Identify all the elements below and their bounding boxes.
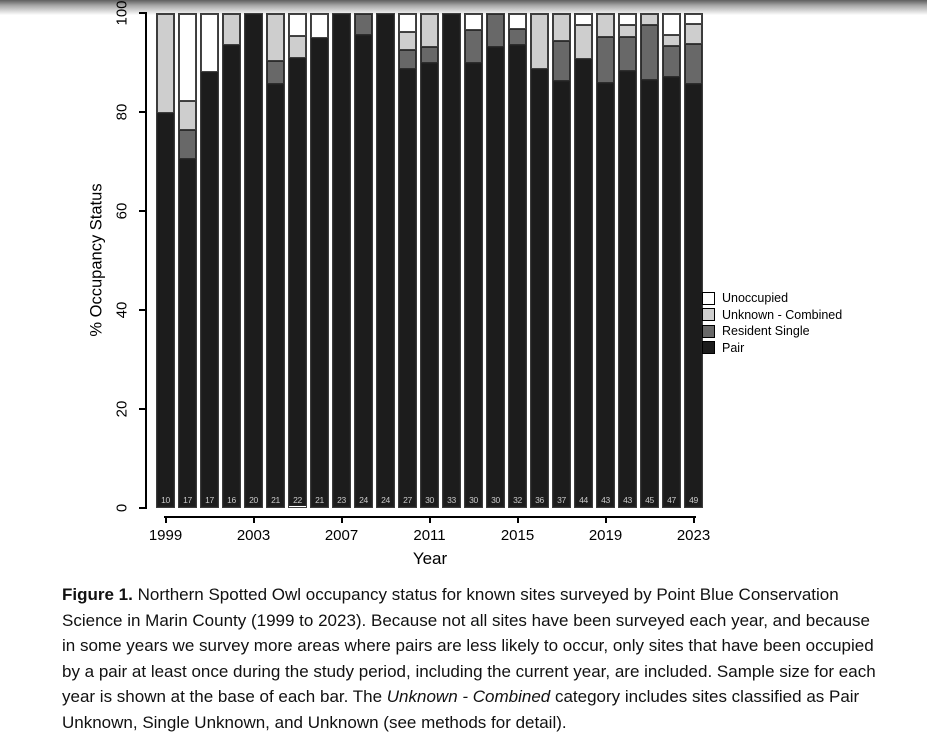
bar-segment-unknown-combined — [663, 35, 680, 45]
y-tick-label: 80 — [113, 103, 131, 121]
bar-segment-unoccupied — [685, 14, 702, 24]
legend-item-unoccupied — [702, 290, 842, 307]
legend-swatch-resident-single — [702, 325, 715, 338]
bar-segment-unknown-combined — [179, 101, 196, 130]
legend-label: Unoccupied — [722, 291, 789, 306]
sample-size-label: 23 — [337, 495, 346, 505]
bar-segment-unknown-combined — [157, 14, 174, 113]
legend-item-resident-single — [702, 323, 842, 340]
y-tick-label: 60 — [113, 202, 131, 220]
bar-2014 — [486, 13, 505, 508]
y-tick-label: 40 — [113, 301, 131, 319]
y-tick — [139, 111, 146, 113]
sample-size-label: 21 — [315, 495, 324, 505]
x-tick-label: 2019 — [588, 527, 623, 544]
bar-segment-pair — [487, 47, 504, 507]
bar-segment-unknown-combined — [553, 14, 570, 41]
bar-segment-unoccupied — [465, 14, 482, 30]
bar-segment-resident-single — [685, 44, 702, 84]
y-tick-label: 0 — [113, 503, 131, 513]
bar-segment-unknown-combined — [289, 36, 306, 58]
sample-size-label: 24 — [381, 495, 390, 505]
bar-2013 — [464, 13, 483, 508]
sample-size-label: 21 — [271, 495, 280, 505]
y-tick — [139, 210, 146, 212]
bar-2020 — [618, 13, 637, 508]
bar-2018 — [574, 13, 593, 508]
x-tick-label: 2015 — [500, 527, 535, 544]
bar-segment-resident-single — [597, 37, 614, 83]
bar-segment-pair — [179, 159, 196, 507]
bar-segment-unoccupied — [311, 14, 328, 38]
x-tick-label: 2011 — [413, 527, 446, 544]
legend-swatch-pair — [702, 341, 715, 354]
bar-segment-unoccupied — [289, 14, 306, 36]
bar-segment-pair — [157, 113, 174, 507]
bar-1999 — [156, 13, 175, 508]
bar-segment-unknown-combined — [267, 14, 284, 61]
bar-segment-resident-single — [641, 25, 658, 80]
bar-segment-pair — [201, 72, 218, 507]
x-tick — [693, 516, 695, 523]
bar-2016 — [530, 13, 549, 508]
sample-size-label: 30 — [469, 495, 478, 505]
sample-size-label: 36 — [535, 495, 544, 505]
bar-2003 — [244, 13, 263, 508]
sample-size-label: 24 — [359, 495, 368, 505]
sample-size-label: 30 — [425, 495, 434, 505]
sample-size-label: 43 — [623, 495, 632, 505]
sample-size-label: 20 — [249, 495, 258, 505]
y-tick — [139, 309, 146, 311]
bar-segment-unknown-combined — [685, 24, 702, 44]
bar-segment-unoccupied — [509, 14, 526, 29]
legend — [702, 290, 842, 356]
bar-segment-unknown-combined — [421, 14, 438, 47]
legend-item-pair — [702, 340, 842, 357]
bar-segment-pair — [421, 63, 438, 507]
x-tick — [429, 516, 431, 523]
bar-segment-resident-single — [619, 37, 636, 72]
bar-segment-unoccupied — [201, 14, 218, 72]
bar-segment-unoccupied — [399, 14, 416, 32]
y-tick-label: 20 — [113, 400, 131, 418]
sample-size-label: 47 — [667, 495, 676, 505]
caption-text-1: Northern Spotted Owl occupancy status for known sites surveyed by Point Blue Conservation Science in Marin County (1999 to 2023). Because not all sites have been surveyed each year, and because in some years we survey more areas where pairs are less likely to occur, only sites that have been occupied by a pair at least once during the study period, including the current year, are included. Sample size for each year is shown at the base of each bar. The — [62, 585, 876, 706]
bar-segment-resident-single — [465, 30, 482, 63]
bar-segment-resident-single — [399, 50, 416, 68]
caption-italic-term: Unknown - Combined — [386, 687, 551, 706]
x-tick-label: 2007 — [324, 527, 359, 544]
sample-size-label: 37 — [557, 495, 566, 505]
sample-size-label: 32 — [513, 495, 522, 505]
sample-size-label: 33 — [447, 495, 456, 505]
bar-2006 — [310, 13, 329, 508]
sample-size-label: 10 — [161, 495, 170, 505]
bar-segment-unoccupied — [575, 14, 592, 25]
bar-2004 — [266, 13, 285, 508]
bar-segment-pair — [245, 14, 262, 507]
legend-item-unknown-combined — [702, 307, 842, 324]
sample-size-label: 27 — [403, 495, 412, 505]
bar-2007 — [332, 13, 351, 508]
bar-segment-pair — [663, 77, 680, 507]
x-axis-title: Year — [412, 549, 448, 568]
bar-segment-pair — [465, 63, 482, 507]
x-tick — [341, 516, 343, 523]
bar-segment-pair — [267, 84, 284, 507]
sample-size-label: 22 — [293, 495, 302, 505]
bar-segment-pair — [575, 59, 592, 507]
bar-2002 — [222, 13, 241, 508]
bar-2023 — [684, 13, 703, 508]
legend-label: Unknown - Combined — [722, 307, 843, 322]
sample-size-label: 49 — [689, 495, 698, 505]
bar-segment-unoccupied — [179, 14, 196, 101]
bar-segment-resident-single — [421, 47, 438, 63]
sample-size-label: 17 — [205, 495, 214, 505]
y-tick-label: 100 — [113, 0, 131, 26]
sample-size-label: 30 — [491, 495, 500, 505]
caption-figure-label: Figure 1. — [62, 585, 133, 604]
y-tick — [139, 408, 146, 410]
stacked-bars — [156, 13, 703, 508]
bar-segment-unknown-combined — [531, 14, 548, 69]
bar-segment-pair — [597, 83, 614, 507]
x-tick-label: 2003 — [236, 527, 271, 544]
legend-swatch-unoccupied — [702, 292, 715, 305]
x-tick — [165, 516, 167, 523]
bar-segment-pair — [553, 81, 570, 507]
sample-size-label: 44 — [579, 495, 588, 505]
bar-segment-resident-single — [553, 41, 570, 81]
bar-segment-resident-single — [663, 46, 680, 78]
bar-2022 — [662, 13, 681, 508]
legend-label: Resident Single — [722, 324, 810, 339]
bar-2001 — [200, 13, 219, 508]
bar-2015 — [508, 13, 527, 508]
bar-2009 — [376, 13, 395, 508]
bar-2011 — [420, 13, 439, 508]
legend-label: Pair — [722, 340, 745, 355]
bar-2010 — [398, 13, 417, 508]
bar-segment-pair — [509, 45, 526, 507]
bar-2019 — [596, 13, 615, 508]
bar-segment-unknown-combined — [641, 14, 658, 25]
x-tick — [605, 516, 607, 523]
y-axis-title: % Occupancy Status — [87, 183, 106, 337]
bar-segment-pair — [641, 80, 658, 507]
bar-segment-pair — [223, 45, 240, 507]
bar-segment-unknown-combined — [399, 32, 416, 50]
bar-2000 — [178, 13, 197, 508]
y-tick — [139, 507, 146, 509]
bar-2021 — [640, 13, 659, 508]
bar-2005 — [288, 13, 307, 508]
legend-swatch-unknown-combined — [702, 308, 715, 321]
sample-size-label: 16 — [227, 495, 236, 505]
bar-segment-resident-single — [509, 29, 526, 44]
y-axis-line — [145, 12, 147, 509]
bar-segment-pair — [443, 14, 460, 507]
bar-segment-pair — [355, 35, 372, 507]
y-tick — [139, 12, 146, 14]
bar-segment-resident-single — [355, 14, 372, 35]
bar-segment-resident-single — [267, 61, 284, 85]
bar-segment-pair — [377, 14, 394, 507]
caption-text-2: category includes sites classified as Pair Unknown, Single Unknown, and Unknown (see methods for detail). — [62, 687, 860, 732]
bar-segment-pair — [685, 84, 702, 507]
figure-caption — [62, 582, 876, 735]
x-tick — [253, 516, 255, 523]
bar-segment-unknown-combined — [597, 14, 614, 37]
bar-segment-unoccupied — [663, 14, 680, 35]
sample-size-label: 17 — [183, 495, 192, 505]
bar-2017 — [552, 13, 571, 508]
x-tick — [517, 516, 519, 523]
bar-2012 — [442, 13, 461, 508]
bar-segment-unoccupied — [619, 14, 636, 25]
sample-size-label: 43 — [601, 495, 610, 505]
bar-segment-resident-single — [487, 14, 504, 47]
bar-segment-pair — [311, 38, 328, 507]
x-tick-label: 2023 — [676, 527, 711, 544]
bar-segment-pair — [531, 69, 548, 507]
bar-segment-resident-single — [179, 130, 196, 159]
sample-size-label: 45 — [645, 495, 654, 505]
x-tick-label: 1999 — [148, 527, 183, 544]
bar-segment-unknown-combined — [575, 25, 592, 59]
bar-segment-unknown-combined — [223, 14, 240, 45]
bar-segment-unknown-combined — [619, 25, 636, 36]
bar-segment-pair — [619, 71, 636, 507]
bar-segment-pair — [333, 14, 350, 507]
bar-segment-pair — [289, 58, 306, 506]
bar-segment-pair — [399, 69, 416, 507]
bar-2008 — [354, 13, 373, 508]
